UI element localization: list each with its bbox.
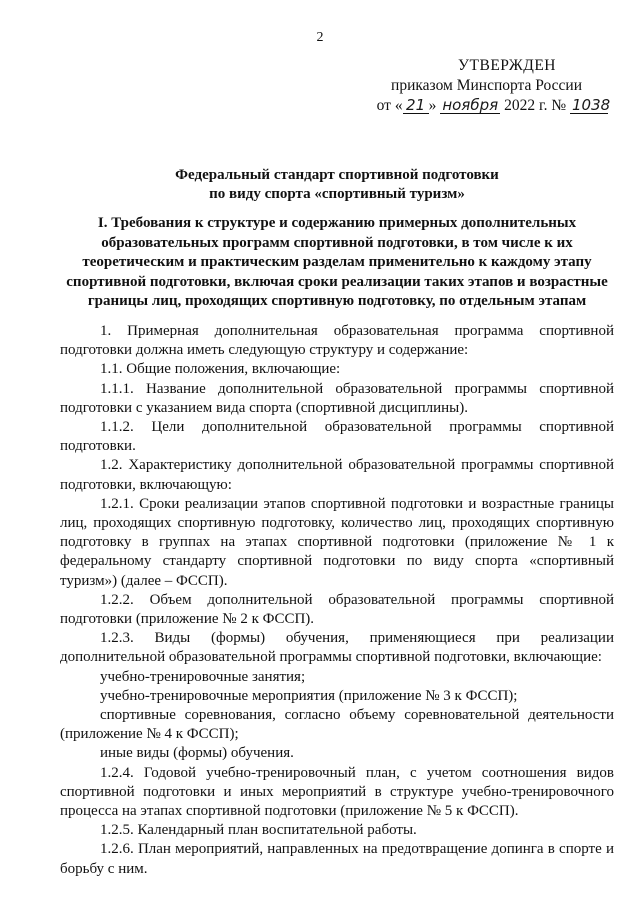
paragraph: 1. Примерная дополнительная образовательная программа спортивной подготовки должна иметь следующую структуру и содержание: [60,323,614,359]
paragraph: 1.2.2. Объем дополнительной образовательной программы спортивной подготовки (приложение № 2 к ФССП). [60,591,614,628]
date-prefix: от « [376,97,403,114]
paragraph: 1.2.3. Виды (формы) обучения, применяющиеся при реализации дополнительной образовательной программы спортивной подготовки, включающие: [60,630,614,666]
page-number: 2 [316,30,324,45]
section-title: I. Требования к структуре и содержанию примерных дополнительных образовательных программ спортивной подготовки, в том числе к их теоретическим и практическим разделам применительно к каждому этапу спортивной подготовки, включая сроки реализации таких этапов и возрастные границы лиц, проходящих спортивную подготовку, по отдельным этапам [66,215,608,309]
list-item: иные виды (формы) обучения. [100,745,294,762]
paragraph: 1.2. Характеристику дополнительной образовательной программы спортивной подготовки, включающую: [60,457,614,493]
paragraph: 1.2.6. План мероприятий, направленных на предотвращение допинга в спорте и борьбу с ним. [60,841,614,877]
handwritten-day: 21 [403,97,429,114]
handwritten-month: ноября [440,97,500,114]
document-body [60,322,614,879]
paragraph: 1.1.2. Цели дополнительной образовательной программы спортивной подготовки. [60,419,614,455]
date-mid: » [428,97,437,114]
approval-block [376,56,611,116]
paragraph: 1.2.5. Календарный план воспитательной работы. [100,822,417,839]
handwritten-order-number: 1038 [572,96,611,114]
approval-title: УТВЕРЖДЕН [458,57,556,74]
paragraph: 1.2.1. Сроки реализации этапов спортивной подготовки и возрастные границы лиц, проходящих спортивную подготовку, количество лиц, проходящих спортивную подготовку в группах на этапах спортивной подготовки (приложение № 1 к федеральному стандарту спортивной подготовки по виду спорта «спортивный туризм») (далее – ФССП). [60,495,614,589]
approval-order-line: приказом Минспорта России [391,77,582,94]
paragraph: 1.2.4. Годовой учебно-тренировочный план, с учетом соотношения видов спортивной подготовки и иных мероприятий в структуре учебно-тренировочного процесса на этапах спортивной подготовки (приложение № 5 к ФССП). [60,764,614,820]
list-item: учебно-тренировочные мероприятия (приложение № 3 к ФССП); [100,687,518,704]
document-title-line-1: Федеральный стандарт спортивной подготовки [175,167,499,183]
paragraph: 1.1.1. Название дополнительной образовательной программы спортивной подготовки с указанием вида спорта (спортивной дисциплины). [60,380,614,416]
document-title-line-2: по виду спорта «спортивный туризм» [209,186,465,202]
list-item: спортивные соревнования, согласно объему соревновательной деятельности (приложение № 4 к ФССП); [60,707,614,743]
list-item: учебно-тренировочные занятия; [100,668,306,685]
approval-date-line [376,96,611,116]
date-year: 2022 г. № [504,97,567,114]
document-title [60,166,614,204]
paragraph: 1.1. Общие положения, включающие: [100,361,341,378]
